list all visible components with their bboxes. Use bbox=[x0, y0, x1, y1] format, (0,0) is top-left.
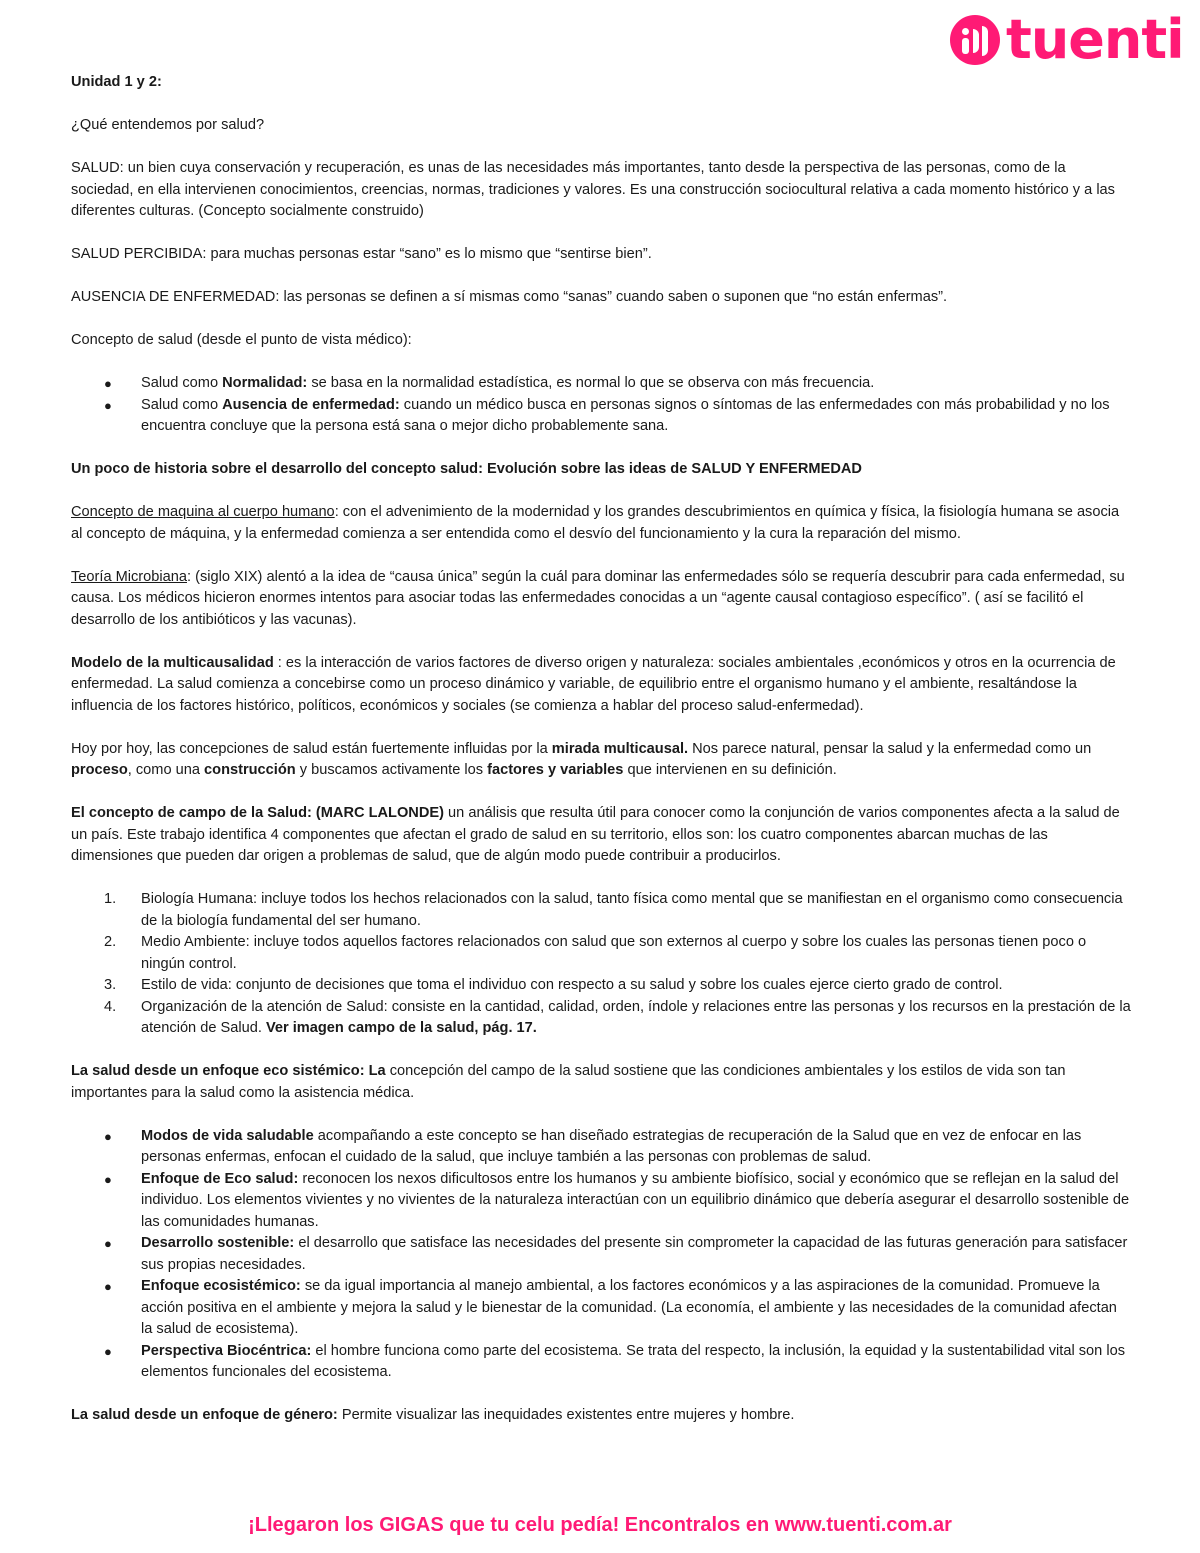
genero-title: La salud desde un enfoque de género: bbox=[71, 1407, 338, 1423]
paragraph-concepto-medico: Concepto de salud (desde el punto de vista médico): bbox=[71, 332, 412, 348]
item-text: se da igual importancia al manejo ambiental, a los factores económicos y a las aspiraciones de la comunidad. Promueve la acción positiva en el ambiente y mejora la salud y le bienestar de la comunidad. (La economía, el ambiente y las necesidades de la comunidad afectan la salud de ecosistema). bbox=[141, 1278, 1117, 1337]
paragraph-salud-percibida: SALUD PERCIBIDA: para muchas personas estar “sano” es lo mismo que “sentirse bien”. bbox=[71, 246, 652, 262]
paragraph-maquina bbox=[71, 502, 1131, 545]
item-text: el desarrollo que satisface las necesidades del presente sin comprometer la capacidad de las futuras generación para satisfacer sus propias necesidades. bbox=[141, 1235, 1128, 1273]
bullet-icon: ● bbox=[104, 1279, 112, 1294]
bullet-icon: ● bbox=[104, 376, 112, 391]
list-item bbox=[71, 1169, 1131, 1234]
list-item bbox=[71, 889, 1131, 932]
tuenti-logo bbox=[950, 8, 1184, 71]
item-term: Enfoque de Eco salud: bbox=[141, 1170, 299, 1187]
item-term: Modos de vida saludable bbox=[141, 1127, 314, 1144]
item-term: Enfoque ecosistémico: bbox=[141, 1278, 301, 1294]
microbiana-title: Teoría Microbiana bbox=[71, 568, 187, 585]
list-item bbox=[71, 1126, 1131, 1169]
eco-title: La salud desde un enfoque eco sistémico: La bbox=[71, 1063, 386, 1079]
item-number: 2. bbox=[104, 934, 117, 950]
list-item bbox=[71, 395, 1131, 438]
item-text: cuando un médico busca en personas signos o síntomas de las enfermedades con más probabilidad y no los encuentra concluye que la persona está sana o mejor dicho probablemente sana. bbox=[141, 396, 1110, 434]
item-number: 3. bbox=[104, 977, 117, 993]
hoy-text: Hoy por hoy, las concepciones de salud están fuertemente influidas por la bbox=[71, 740, 552, 757]
item-term: Perspectiva Biocéntrica: bbox=[141, 1342, 312, 1359]
hoy-bold: factores y variables bbox=[487, 762, 624, 778]
multi-text: : es la interacción de varios factores de diverso origen y naturaleza: sociales ambientales ,económicos y otros en la ocurrencia de enfermedad. La salud comienza a concebirse como un proceso dinámico y variable, de equilibrio entre el organismo humano y el ambiente, resaltándose la influencia de los factores histórico, políticos, económicos y sociales (se comienza a hablar del proceso salud-enfermedad). bbox=[71, 654, 1116, 714]
unit-title: Unidad 1 y 2: bbox=[71, 74, 162, 90]
item-text: el hombre funciona como parte del ecosistema. Se trata del respecto, la inclusión, la equidad y la sustentabilidad vital son los elementos funcionales del ecosistema. bbox=[141, 1342, 1126, 1380]
question-heading: ¿Qué entendemos por salud? bbox=[71, 117, 265, 133]
item-text: reconocen los nexos dificultosos entre los humanos y su ambiente biofísico, social y económico que se reflejan en la salud del individuo. Los elementos vivientes y no vivientes de la naturaleza interactúan con un equilibrio dinámico que debería asegurar el desarrollo sostenible de las comunidades humanas. bbox=[141, 1170, 1130, 1230]
maquina-text: : con el advenimiento de la modernidad y los grandes descubrimientos en química y física, la fisiología humana se asocia al concepto de máquina, y la enfermedad comienza a ser entendida como el desvío del funcionamiento y la cura la reparación del mismo. bbox=[71, 504, 1120, 542]
item-term: Ausencia de enfermedad: bbox=[222, 396, 400, 413]
list-item bbox=[71, 1276, 1131, 1341]
hoy-text: , como una bbox=[127, 762, 205, 778]
item-text: Salud como bbox=[141, 396, 223, 413]
item-text: Estilo de vida: conjunto de decisiones que toma el individuo con respecto a su salud y sobre los cuales ejerce cierto grado de control. bbox=[141, 977, 1003, 993]
paragraph-eco-sistemico bbox=[71, 1061, 1131, 1104]
hoy-text: Nos parece natural, pensar la salud y la enfermedad como un bbox=[688, 740, 1092, 757]
paragraph-salud: SALUD: un bien cuya conservación y recuperación, es unas de las necesidades más importantes, tanto desde la perspectiva de las personas, como de la sociedad, en ella intervienen conocimientos, creencias, normas, tradiciones y valores. Es una construcción sociocultural relativa a cada momento histórico y a las diferentes culturas. (Concepto socialmente construido) bbox=[71, 160, 1115, 219]
hoy-bold: mirada multicausal. bbox=[551, 740, 689, 757]
bullet-icon: ● bbox=[104, 1171, 112, 1187]
logo-wordmark: tuenti bbox=[1006, 8, 1184, 71]
list-item bbox=[71, 975, 1131, 997]
paragraph-ausencia-enfermedad: AUSENCIA DE ENFERMEDAD: las personas se definen a sí mismas como “sanas” cuando saben o suponen que “no están enfermas”. bbox=[71, 289, 948, 305]
item-text: Salud como bbox=[141, 375, 223, 391]
hoy-bold: proceso bbox=[71, 762, 128, 778]
paragraph-microbiana bbox=[71, 567, 1131, 632]
list-item bbox=[71, 997, 1131, 1040]
bullet-icon: ● bbox=[104, 1343, 112, 1359]
item-text: Organización de la atención de Salud: consiste en la cantidad, calidad, orden, índole y relaciones entre las personas y los recursos en la prestación de la atención de Salud. bbox=[141, 998, 1131, 1036]
item-text: se basa en la normalidad estadística, es normal lo que se observa con más frecuencia. bbox=[307, 375, 875, 391]
list-item bbox=[71, 1233, 1131, 1276]
item-term: Normalidad: bbox=[222, 375, 308, 391]
paragraph-genero bbox=[71, 1405, 1131, 1427]
hoy-text: y buscamos activamente los bbox=[295, 762, 488, 778]
promo-footer-link[interactable]: ¡Llegaron los GIGAS que tu celu pedía! Encontralos en www.tuenti.com.ar bbox=[248, 1514, 952, 1536]
list-item bbox=[71, 932, 1131, 975]
campo-text: un análisis que resulta útil para conocer como la conjunción de varios componentes afecta a la salud de un país. Este trabajo identifica 4 componentes que afectan el grado de salud en su territorio, ellos son: los cuatro componentes abarcan muchas de las dimensiones que pueden dar origen a problemas de salud, que de algún modo puede contribuir a producirlos. bbox=[71, 805, 1120, 864]
item-text: Biología Humana: incluye todos los hechos relacionados con la salud, tanto física como mental que se manifiestan en el organismo como consecuencia de la biología fundamental del ser humano. bbox=[141, 891, 1123, 929]
multi-title: Modelo de la multicausalidad bbox=[71, 654, 274, 671]
paragraph-hoy bbox=[71, 739, 1131, 782]
hoy-text: que intervienen en su definición. bbox=[623, 762, 837, 778]
bullet-icon: ● bbox=[104, 397, 112, 413]
hoy-bold: construcción bbox=[204, 762, 296, 778]
bullet-icon: ● bbox=[104, 1236, 112, 1251]
item-reference: Ver imagen campo de la salud, pág. 17. bbox=[265, 1020, 537, 1036]
genero-text: Permite visualizar las inequidades existentes entre mujeres y hombre. bbox=[337, 1407, 795, 1423]
componentes-list bbox=[71, 889, 1131, 1040]
tuenti-logo-icon bbox=[950, 15, 1000, 65]
bullet-icon: ● bbox=[104, 1128, 112, 1144]
list-item bbox=[71, 1341, 1131, 1384]
item-text: acompañando a este concepto se han diseñado estrategias de recuperación de la Salud que en vez de enfocar en las personas enfermas, enfocan el cuidado de la salud, que incluye también a las personas con problemas de salud. bbox=[141, 1127, 1082, 1165]
item-number: 1. bbox=[104, 891, 117, 907]
eco-text: concepción del campo de la salud sostiene que las condiciones ambientales y los estilos de vida son tan importantes para la salud como la asistencia médica. bbox=[71, 1063, 1066, 1101]
medico-list bbox=[71, 373, 1131, 438]
maquina-title: Concepto de maquina al cuerpo humano bbox=[71, 504, 335, 520]
microbiana-text: : (siglo XIX) alentó a la idea de “causa única” según la cuál para dominar las enfermedades sólo se requería descubrir para cada enfermedad, su causa. Los médicos hicieron enormes intentos para asociar todas las enfermedades conocidas a un “agente causal contagioso específico”. ( así se facilitó el desarrollo de los antibióticos y las vacunas). bbox=[71, 568, 1125, 628]
document-body bbox=[71, 72, 1131, 1427]
list-item bbox=[71, 373, 1131, 395]
eco-list bbox=[71, 1126, 1131, 1384]
paragraph-campo-salud bbox=[71, 803, 1131, 868]
historia-heading: Un poco de historia sobre el desarrollo del concepto salud: Evolución sobre las ideas de SALUD Y ENFERMEDAD bbox=[71, 461, 862, 477]
item-term: Desarrollo sostenible: bbox=[141, 1235, 295, 1251]
campo-title: El concepto de campo de la Salud: (MARC LALONDE) bbox=[71, 805, 444, 821]
item-number: 4. bbox=[104, 998, 117, 1015]
paragraph-multicausalidad bbox=[71, 653, 1131, 718]
item-text: Medio Ambiente: incluye todos aquellos factores relacionados con salud que son externos al cuerpo y sobre los cuales las personas tienen poco o ningún control. bbox=[141, 934, 1087, 972]
